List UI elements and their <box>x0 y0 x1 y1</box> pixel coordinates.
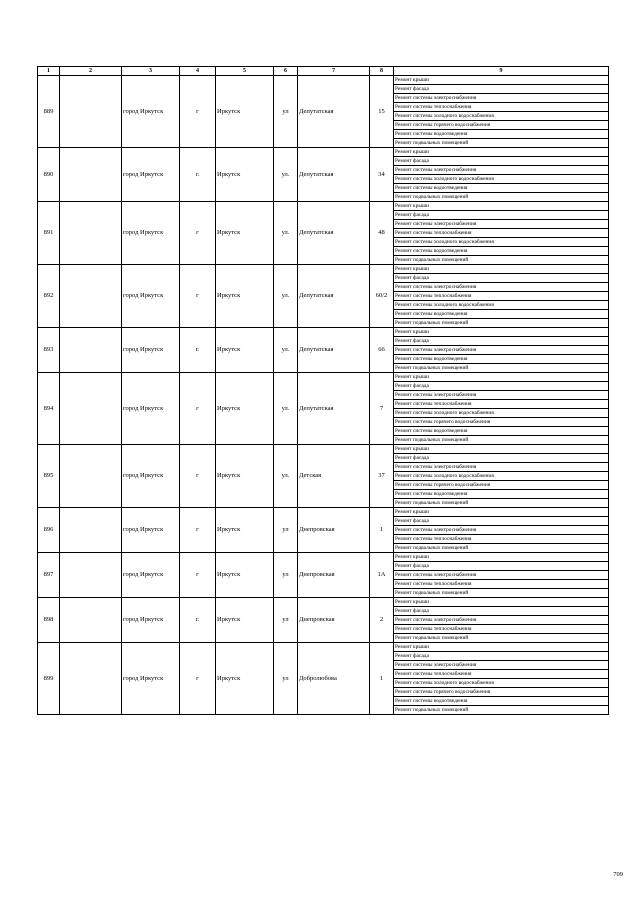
locality-name-cell: Иркутск <box>216 445 274 508</box>
work-type-cell: Ремонт крыши <box>394 148 609 157</box>
column-header: 3 <box>122 67 180 76</box>
work-type-cell: Ремонт подвальных помещений <box>394 436 609 445</box>
table-row <box>38 445 609 454</box>
work-type-cell: Ремонт системы теплоснабжения <box>394 535 609 544</box>
work-type-cell: Ремонт системы электроснабжения <box>394 616 609 625</box>
work-type-cell: Ремонт системы теплоснабжения <box>394 292 609 301</box>
work-type-cell: Ремонт подвальных помещений <box>394 256 609 265</box>
work-type-cell: Ремонт системы электроснабжения <box>394 571 609 580</box>
work-type-cell: Ремонт системы электроснабжения <box>394 526 609 535</box>
house-number-cell: 2 <box>370 598 394 643</box>
work-type-cell: Ремонт крыши <box>394 373 609 382</box>
locality-type-cell: г <box>180 643 216 715</box>
street-name-cell: Депутатская <box>298 148 370 202</box>
municipality-cell: город Иркутск <box>122 202 180 265</box>
table-row <box>38 76 609 85</box>
locality-name-cell: Иркутск <box>216 265 274 328</box>
work-type-cell: Ремонт фасада <box>394 652 609 661</box>
empty-cell <box>60 643 122 715</box>
work-type-cell: Ремонт подвальных помещений <box>394 499 609 508</box>
street-name-cell: Днепровская <box>298 553 370 598</box>
column-header: 8 <box>370 67 394 76</box>
house-number-cell: 60/2 <box>370 265 394 328</box>
empty-cell <box>60 445 122 508</box>
street-type-cell: ул. <box>274 148 298 202</box>
object-number: 896 <box>38 508 60 553</box>
street-type-cell: ул. <box>274 373 298 445</box>
object-number: 898 <box>38 598 60 643</box>
empty-cell <box>60 553 122 598</box>
locality-name-cell: Иркутск <box>216 76 274 148</box>
work-type-cell: Ремонт системы водоотведения <box>394 247 609 256</box>
locality-type-cell: г <box>180 202 216 265</box>
locality-type-cell: г <box>180 265 216 328</box>
empty-cell <box>60 202 122 265</box>
column-header: 2 <box>60 67 122 76</box>
column-header: 9 <box>394 67 609 76</box>
work-type-cell: Ремонт системы водоотведения <box>394 184 609 193</box>
work-type-cell: Ремонт системы теплоснабжения <box>394 229 609 238</box>
work-type-cell: Ремонт системы водоотведения <box>394 697 609 706</box>
street-type-cell: ул <box>274 76 298 148</box>
work-type-cell: Ремонт системы водоотведения <box>394 427 609 436</box>
work-type-cell: Ремонт системы водоотведения <box>394 310 609 319</box>
work-type-cell: Ремонт фасада <box>394 517 609 526</box>
street-name-cell: Днепровская <box>298 598 370 643</box>
work-type-cell: Ремонт подвальных помещений <box>394 193 609 202</box>
locality-name-cell: Иркутск <box>216 328 274 373</box>
work-type-cell: Ремонт фасада <box>394 211 609 220</box>
municipality-cell: город Иркутск <box>122 148 180 202</box>
column-header: 7 <box>298 67 370 76</box>
locality-type-cell: г. <box>180 328 216 373</box>
work-type-cell: Ремонт системы холодного водоснабжения <box>394 238 609 247</box>
work-type-cell: Ремонт системы водоотведения <box>394 490 609 499</box>
work-type-cell: Ремонт подвальных помещений <box>394 319 609 328</box>
street-name-cell: Днепровская <box>298 508 370 553</box>
work-type-cell: Ремонт системы теплоснабжения <box>394 580 609 589</box>
work-type-cell: Ремонт системы теплоснабжения <box>394 103 609 112</box>
street-type-cell: ул. <box>274 445 298 508</box>
table-row <box>38 328 609 337</box>
work-type-cell: Ремонт подвальных помещений <box>394 706 609 715</box>
work-type-cell: Ремонт системы электроснабжения <box>394 463 609 472</box>
work-type-cell: Ремонт системы электроснабжения <box>394 346 609 355</box>
work-type-cell: Ремонт подвальных помещений <box>394 139 609 148</box>
work-type-cell: Ремонт фасада <box>394 562 609 571</box>
work-type-cell: Ремонт крыши <box>394 445 609 454</box>
work-type-cell: Ремонт системы электроснабжения <box>394 94 609 103</box>
municipality-cell: город Иркутск <box>122 328 180 373</box>
table-row <box>38 202 609 211</box>
street-type-cell: ул <box>274 598 298 643</box>
work-type-cell: Ремонт крыши <box>394 265 609 274</box>
municipality-cell: город Иркутск <box>122 508 180 553</box>
locality-type-cell: г <box>180 553 216 598</box>
work-type-cell: Ремонт крыши <box>394 508 609 517</box>
column-header: 5 <box>216 67 274 76</box>
street-name-cell: Депутатская <box>298 265 370 328</box>
work-type-cell: Ремонт системы электроснабжения <box>394 166 609 175</box>
locality-name-cell: Иркутск <box>216 373 274 445</box>
street-type-cell: ул. <box>274 202 298 265</box>
work-type-cell: Ремонт системы холодного водоснабжения <box>394 409 609 418</box>
work-type-cell: Ремонт подвальных помещений <box>394 364 609 373</box>
column-header: 6 <box>274 67 298 76</box>
municipality-cell: город Иркутск <box>122 643 180 715</box>
object-number: 890 <box>38 148 60 202</box>
locality-type-cell: г <box>180 76 216 148</box>
locality-name-cell: Иркутск <box>216 148 274 202</box>
empty-cell <box>60 328 122 373</box>
street-name-cell: Добролюбова <box>298 643 370 715</box>
object-number: 891 <box>38 202 60 265</box>
table-row <box>38 598 609 607</box>
work-type-cell: Ремонт системы электроснабжения <box>394 220 609 229</box>
house-number-cell: 48 <box>370 202 394 265</box>
street-name-cell: Депутатская <box>298 202 370 265</box>
locality-name-cell: Иркутск <box>216 553 274 598</box>
work-type-cell: Ремонт системы горячего водоснабжения <box>394 418 609 427</box>
table-row <box>38 265 609 274</box>
object-number: 897 <box>38 553 60 598</box>
street-name-cell: Детская <box>298 445 370 508</box>
empty-cell <box>60 373 122 445</box>
work-type-cell: Ремонт крыши <box>394 328 609 337</box>
municipality-cell: город Иркутск <box>122 553 180 598</box>
work-type-cell: Ремонт крыши <box>394 553 609 562</box>
locality-type-cell: г. <box>180 598 216 643</box>
street-name-cell: Депутатская <box>298 373 370 445</box>
work-type-cell: Ремонт фасада <box>394 607 609 616</box>
empty-cell <box>60 265 122 328</box>
work-type-cell: Ремонт крыши <box>394 202 609 211</box>
work-type-cell: Ремонт системы теплоснабжения <box>394 400 609 409</box>
column-header: 4 <box>180 67 216 76</box>
work-type-cell: Ремонт системы теплоснабжения <box>394 625 609 634</box>
work-type-cell: Ремонт подвальных помещений <box>394 544 609 553</box>
work-type-cell: Ремонт фасада <box>394 157 609 166</box>
municipality-cell: город Иркутск <box>122 265 180 328</box>
house-number-cell: 1 <box>370 643 394 715</box>
table-row <box>38 643 609 652</box>
object-number: 899 <box>38 643 60 715</box>
street-type-cell: ул <box>274 643 298 715</box>
work-type-cell: Ремонт системы холодного водоснабжения <box>394 175 609 184</box>
work-type-cell: Ремонт системы электроснабжения <box>394 283 609 292</box>
house-number-cell: 66 <box>370 328 394 373</box>
empty-cell <box>60 76 122 148</box>
house-number-cell: 37 <box>370 445 394 508</box>
table-row <box>38 373 609 382</box>
work-type-cell: Ремонт крыши <box>394 598 609 607</box>
work-type-cell: Ремонт фасада <box>394 274 609 283</box>
column-header: 1 <box>38 67 60 76</box>
work-type-cell: Ремонт крыши <box>394 76 609 85</box>
repair-program-table <box>37 66 609 715</box>
work-type-cell: Ремонт системы горячего водоснабжения <box>394 688 609 697</box>
object-number: 893 <box>38 328 60 373</box>
house-number-cell: 1 <box>370 508 394 553</box>
street-name-cell: Депутатская <box>298 76 370 148</box>
locality-type-cell: г <box>180 445 216 508</box>
work-type-cell: Ремонт системы электроснабжения <box>394 661 609 670</box>
work-type-cell: Ремонт системы теплоснабжения <box>394 670 609 679</box>
object-number: 895 <box>38 445 60 508</box>
house-number-cell: 7 <box>370 373 394 445</box>
street-type-cell: ул. <box>274 328 298 373</box>
house-number-cell: 15 <box>370 76 394 148</box>
locality-type-cell: г <box>180 508 216 553</box>
locality-name-cell: Иркутск <box>216 508 274 553</box>
municipality-cell: город Иркутск <box>122 445 180 508</box>
locality-name-cell: Иркутск <box>216 598 274 643</box>
street-type-cell: ул <box>274 553 298 598</box>
table-row <box>38 508 609 517</box>
work-type-cell: Ремонт подвальных помещений <box>394 589 609 598</box>
work-type-cell: Ремонт системы холодного водоснабжения <box>394 301 609 310</box>
municipality-cell: город Иркутск <box>122 373 180 445</box>
table-row <box>38 553 609 562</box>
empty-cell <box>60 598 122 643</box>
work-type-cell: Ремонт фасада <box>394 337 609 346</box>
object-number: 889 <box>38 76 60 148</box>
house-number-cell: 1А <box>370 553 394 598</box>
work-type-cell: Ремонт системы холодного водоснабжения <box>394 112 609 121</box>
work-type-cell: Ремонт фасада <box>394 454 609 463</box>
work-type-cell: Ремонт системы горячего водоснабжения <box>394 121 609 130</box>
page-number: 709 <box>613 871 623 878</box>
locality-type-cell: г <box>180 373 216 445</box>
work-type-cell: Ремонт фасада <box>394 382 609 391</box>
work-type-cell: Ремонт системы водоотведения <box>394 130 609 139</box>
empty-cell <box>60 148 122 202</box>
table-row <box>38 148 609 157</box>
work-type-cell: Ремонт фасада <box>394 85 609 94</box>
table-body <box>38 67 609 715</box>
object-number: 894 <box>38 373 60 445</box>
work-type-cell: Ремонт системы электроснабжения <box>394 391 609 400</box>
empty-cell <box>60 508 122 553</box>
municipality-cell: город Иркутск <box>122 76 180 148</box>
locality-name-cell: Иркутск <box>216 202 274 265</box>
house-number-cell: 34 <box>370 148 394 202</box>
work-type-cell: Ремонт системы холодного водоснабжения <box>394 472 609 481</box>
municipality-cell: город Иркутск <box>122 598 180 643</box>
work-type-cell: Ремонт системы водоотведения <box>394 355 609 364</box>
locality-type-cell: г. <box>180 148 216 202</box>
work-type-cell: Ремонт системы горячего водоснабжения <box>394 481 609 490</box>
work-type-cell: Ремонт подвальных помещений <box>394 634 609 643</box>
work-type-cell: Ремонт крыши <box>394 643 609 652</box>
street-type-cell: ул. <box>274 265 298 328</box>
street-name-cell: Депутатская <box>298 328 370 373</box>
object-number: 892 <box>38 265 60 328</box>
locality-name-cell: Иркутск <box>216 643 274 715</box>
work-type-cell: Ремонт системы холодного водоснабжения <box>394 679 609 688</box>
header-row <box>38 67 609 76</box>
street-type-cell: ул <box>274 508 298 553</box>
